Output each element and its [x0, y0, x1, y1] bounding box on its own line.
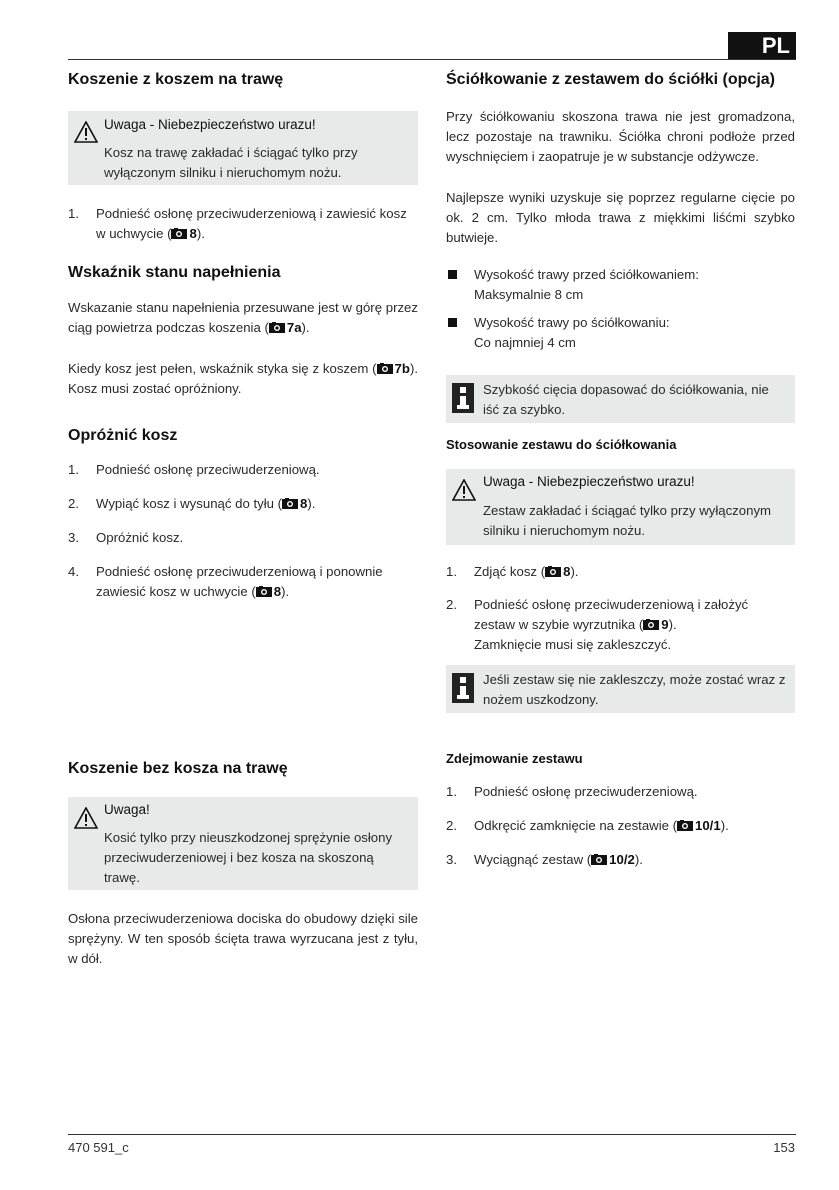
camera-reference-icon [282, 498, 298, 509]
section-title-empty-basket: Opróżnić kosz [68, 427, 178, 444]
warning-title: Uwaga! [104, 802, 150, 817]
section-title-mowing-with-basket: Koszenie z koszem na trawę [68, 71, 284, 88]
camera-reference-icon [591, 854, 607, 865]
list-item: 3. Wyciągnąć zestaw ( 10/2). [446, 852, 643, 867]
info-icon [452, 673, 474, 703]
square-bullet-icon [448, 270, 457, 279]
paragraph-mulching-2: Najlepsze wyniki uzyskuje się poprzez regularne cięcie po ok. 2 cm. Tylko młoda trawa z miękkimi liśćmi szybko butwieje. [446, 190, 795, 245]
camera-reference-icon [643, 619, 659, 630]
steps-using-mulch-kit [446, 562, 786, 655]
language-badge: PL [728, 32, 796, 60]
list-item: Wysokość trawy po ściółkowaniu: Co najmniej 4 cm [446, 313, 786, 353]
paragraph-fill-indicator-1: Wskazanie stanu napełnienia przesuwane jest w górę przez ciąg powietrza podczas koszenia ( 7a). [68, 300, 418, 335]
list-item: 1. Podnieść osłonę przeciwuderzeniową. [446, 784, 698, 799]
camera-reference-icon [171, 228, 187, 239]
warning-triangle-icon [452, 479, 476, 501]
warning-title: Uwaga - Niebezpieczeństwo urazu! [104, 117, 316, 132]
info-box-kit-damage [446, 665, 795, 713]
warning-triangle-icon [74, 807, 98, 829]
info-box-cutting-speed [446, 375, 795, 423]
warning-box-no-basket [68, 797, 418, 890]
steps-mowing-with-basket [68, 204, 408, 244]
warning-text: Kosić tylko przy nieuszkodzonej sprężynie osłony przeciwuderzeniowej i bez kosza na skoszoną trawę. [104, 830, 393, 885]
info-text: Szybkość cięcia dopasować do ściółkowania, nie iść za szybko. [483, 382, 769, 417]
page-number: 153 [773, 1140, 795, 1155]
section-title-mowing-without-basket: Koszenie bez kosza na trawę [68, 760, 288, 777]
camera-reference-icon [677, 820, 693, 831]
section-title-fill-indicator: Wskaźnik stanu napełnienia [68, 264, 281, 281]
camera-reference-icon [377, 363, 393, 374]
top-divider [68, 59, 796, 60]
list-item: 2. Wypiąć kosz i wysunąć do tyłu ( 8). [68, 496, 316, 511]
bottom-divider [68, 1134, 796, 1135]
steps-removing-kit [446, 782, 786, 870]
document-id: 470 591_c [68, 1140, 129, 1155]
list-item: 1. Podnieść osłonę przeciwuderzeniową i zawiesić kosz w uchwycie ( 8). [68, 206, 407, 241]
square-bullet-icon [448, 318, 457, 327]
steps-empty-basket [68, 460, 413, 602]
warning-triangle-icon [74, 121, 98, 143]
list-item: 4. Podnieść osłonę przeciwuderzeniową i ponownie zawiesić kosz w uchwycie ( 8). [68, 564, 383, 599]
paragraph-mulching-1: Przy ściółkowaniu skoszona trawa nie jest gromadzona, lecz pozostaje na trawniku. Ściółka chroni podłoże przed wyschnięciem i zaopatruje je w substancje odżywcze. [446, 109, 795, 164]
list-item: Wysokość trawy przed ściółkowaniem: Maksymalnie 8 cm [446, 265, 786, 305]
camera-reference-icon [545, 566, 561, 577]
bullet-list-grass-height [446, 265, 786, 353]
warning-box-mulch-kit [446, 469, 795, 545]
list-item: 1. Zdjąć kosz ( 8). [446, 564, 579, 579]
warning-text: Zestaw zakładać i ściągać tylko przy wyłączonym silniku i nieruchomym nożu. [483, 503, 772, 538]
list-item: 2. Podnieść osłonę przeciwuderzeniową i założyć zestaw w szybie wyrzutnika ( 9). Zamknięcie musi się zakleszczyć. [446, 597, 749, 652]
info-text: Jeśli zestaw się nie zakleszczy, może zostać wraz z nożem uszkodzony. [483, 672, 786, 707]
subsection-title-using-mulch-kit: Stosowanie zestawu do ściółkowania [446, 437, 677, 452]
list-item: 3. Opróżnić kosz. [68, 530, 184, 545]
camera-reference-icon [256, 586, 272, 597]
warning-title: Uwaga - Niebezpieczeństwo urazu! [483, 474, 695, 489]
subsection-title-removing-kit: Zdejmowanie zestawu [446, 751, 583, 766]
list-item: 2. Odkręcić zamknięcie na zestawie ( 10/1). [446, 818, 729, 833]
section-title-mulching: Ściółkowanie z zestawem do ściółki (opcja) [446, 71, 775, 88]
warning-text: Kosz na trawę zakładać i ściągać tylko przy wyłączonym silniku i nieruchomym nożu. [104, 145, 358, 180]
paragraph-fill-indicator-2: Kiedy kosz jest pełen, wskaźnik styka się z koszem ( 7b). Kosz musi zostać opróżniony. [68, 361, 418, 396]
paragraph-spring: Osłona przeciwuderzeniowa dociska do obudowy dzięki sile sprężyny. W ten sposób ścięta trawa wyrzucana jest z tyłu, w dół. [68, 911, 418, 966]
list-item: 1. Podnieść osłonę przeciwuderzeniową. [68, 462, 320, 477]
camera-reference-icon [269, 322, 285, 333]
info-icon [452, 383, 474, 413]
warning-box-basket [68, 111, 418, 185]
